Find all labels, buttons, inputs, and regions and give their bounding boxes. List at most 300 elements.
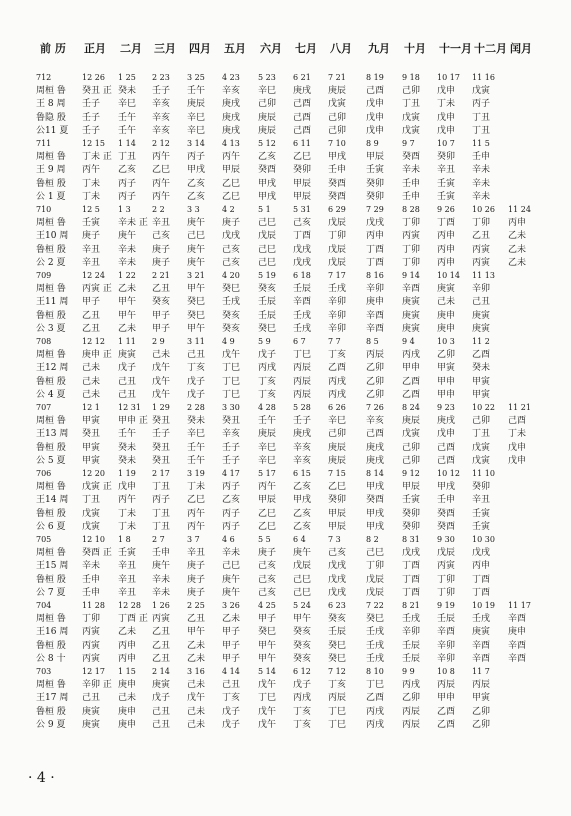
ganzhi-cell: 辛卯	[328, 297, 347, 308]
ganzhi-cell: 戊寅	[472, 442, 491, 453]
ganzhi-cell: 丙戌	[366, 706, 385, 717]
date-cell: 7 29	[366, 205, 384, 214]
ganzhi-cell: 丙寅	[152, 614, 171, 625]
ganzhi-cell: 丁丑	[472, 125, 491, 136]
ganzhi-cell: 丙辰	[402, 719, 421, 730]
ganzhi-cell: 甲寅	[82, 416, 101, 427]
ganzhi-cell: 戊寅	[82, 521, 101, 532]
ganzhi-cell: 甲申	[437, 376, 456, 387]
row-label: 公 6 夏	[36, 521, 66, 532]
ganzhi-cell: 乙卯	[366, 376, 385, 387]
ganzhi-cell: 甲辰	[293, 178, 312, 189]
ganzhi-cell: 己酉	[437, 455, 456, 466]
ganzhi-cell: 壬子	[82, 112, 101, 123]
ganzhi-cell: 丁未	[118, 521, 137, 532]
ganzhi-cell: 戊辰	[328, 257, 347, 268]
ganzhi-cell: 丙申	[118, 653, 137, 664]
ganzhi-cell: 庚申	[118, 706, 137, 717]
ganzhi-cell: 庚子	[152, 244, 171, 255]
ganzhi-cell: 甲寅	[472, 693, 491, 704]
ganzhi-cell: 丁卯	[437, 587, 456, 598]
header-calendar: 前 历	[40, 42, 66, 55]
row-label: 王17 周	[36, 693, 69, 704]
row-label: 周桓 鲁	[36, 152, 66, 163]
ganzhi-cell: 戊午	[258, 706, 277, 717]
ganzhi-cell: 丙寅	[82, 653, 101, 664]
ganzhi-cell: 癸未	[118, 86, 137, 97]
ganzhi-cell: 辛未	[402, 165, 421, 176]
row-label: 公 2 夏	[36, 257, 66, 268]
date-cell: 3 26	[222, 601, 240, 610]
ganzhi-cell: 辛酉	[508, 614, 527, 625]
ganzhi-cell: 壬子	[293, 416, 312, 427]
ganzhi-cell: 戊申	[366, 99, 385, 110]
date-cell: 9 4	[402, 337, 415, 346]
row-label: 公 5 夏	[36, 455, 66, 466]
ganzhi-cell: 壬子	[82, 99, 101, 110]
ganzhi-cell: 甲辰	[328, 521, 347, 532]
ganzhi-cell: 辛卯	[366, 284, 385, 295]
ganzhi-cell: 辛巳	[187, 112, 206, 123]
row-label: 周桓 鲁	[36, 482, 66, 493]
date-cell: 1 14	[118, 139, 136, 148]
ganzhi-cell: 丙申	[366, 231, 385, 242]
ganzhi-cell: 丁丑	[118, 152, 137, 163]
date-cell: 6 18	[293, 271, 311, 280]
ganzhi-cell: 丁巳	[222, 376, 241, 387]
ganzhi-cell: 乙丑	[187, 614, 206, 625]
ganzhi-cell: 乙丑	[152, 640, 171, 651]
ganzhi-cell: 己未	[187, 706, 206, 717]
ganzhi-cell: 壬申	[328, 165, 347, 176]
ganzhi-cell: 丁酉	[366, 244, 385, 255]
ganzhi-cell: 丁酉	[293, 231, 312, 242]
ganzhi-cell: 壬辰	[402, 653, 421, 664]
ganzhi-cell: 辛酉	[366, 310, 385, 321]
date-cell: 11 16	[472, 73, 495, 82]
ganzhi-cell: 戊午	[258, 719, 277, 730]
year-label: 704	[36, 601, 52, 610]
date-cell: 5 12	[258, 139, 276, 148]
date-cell: 12 5	[82, 205, 100, 214]
ganzhi-cell: 戊午	[222, 350, 241, 361]
ganzhi-cell: 甲午	[187, 323, 206, 334]
ganzhi-cell: 辛巳	[258, 442, 277, 453]
ganzhi-cell: 庚寅	[402, 323, 421, 334]
ganzhi-cell: 辛巳	[328, 416, 347, 427]
ganzhi-cell: 壬戌	[328, 284, 347, 295]
ganzhi-cell: 己未	[152, 350, 171, 361]
ganzhi-cell: 庚辰	[258, 429, 277, 440]
date-cell: 5 23	[258, 73, 276, 82]
ganzhi-cell: 乙酉	[472, 350, 491, 361]
ganzhi-cell: 丙辰	[293, 389, 312, 400]
ganzhi-cell: 丁巳	[366, 680, 385, 691]
ganzhi-cell: 丙寅	[472, 244, 491, 255]
date-cell: 1 22	[118, 271, 136, 280]
ganzhi-cell: 丁未	[508, 429, 527, 440]
date-cell: 12 28	[118, 601, 141, 610]
ganzhi-cell: 甲子	[258, 614, 277, 625]
ganzhi-cell: 戊申	[366, 112, 385, 123]
date-cell: 10 30	[472, 535, 495, 544]
ganzhi-cell: 壬午	[118, 125, 137, 136]
ganzhi-cell: 癸亥	[222, 323, 241, 334]
ganzhi-cell: 辛未	[472, 165, 491, 176]
ganzhi-cell: 甲寅	[472, 376, 491, 387]
year-label: 703	[36, 667, 52, 676]
ganzhi-cell: 甲寅	[472, 389, 491, 400]
row-label: 王15 周	[36, 561, 69, 572]
ganzhi-cell: 壬辰	[328, 627, 347, 638]
ganzhi-cell: 己丑	[187, 350, 206, 361]
ganzhi-cell: 庚辰	[402, 416, 421, 427]
ganzhi-cell: 癸卯	[472, 482, 491, 493]
ganzhi-cell: 己巳	[366, 548, 385, 559]
header-month: 四月	[189, 42, 211, 55]
ganzhi-cell: 壬申	[82, 587, 101, 598]
ganzhi-cell: 甲戌	[187, 165, 206, 176]
ganzhi-cell: 庚寅	[472, 323, 491, 334]
date-cell: 2 7	[152, 535, 165, 544]
ganzhi-cell: 己未	[187, 719, 206, 730]
ganzhi-cell: 庚辰	[258, 125, 277, 136]
ganzhi-cell: 丙寅	[82, 640, 101, 651]
ganzhi-cell: 辛未	[118, 257, 137, 268]
ganzhi-cell: 甲子	[82, 297, 101, 308]
ganzhi-cell: 癸酉	[437, 508, 456, 519]
ganzhi-cell: 丁酉	[366, 257, 385, 268]
ganzhi-cell: 戊子	[222, 706, 241, 717]
ganzhi-cell: 癸巳	[187, 310, 206, 321]
row-label: 公11 夏	[36, 125, 69, 136]
date-cell: 8 28	[402, 205, 420, 214]
ganzhi-cell: 丙午	[258, 482, 277, 493]
ganzhi-cell: 己亥	[258, 574, 277, 585]
ganzhi-cell: 丙子	[118, 178, 137, 189]
ganzhi-cell: 丙辰	[437, 680, 456, 691]
ganzhi-cell: 庚午	[187, 218, 206, 229]
ganzhi-cell: 丙寅	[437, 561, 456, 572]
row-label: 周桓 鲁	[36, 614, 66, 625]
ganzhi-cell: 甲辰	[293, 191, 312, 202]
ganzhi-cell: 戊午	[187, 693, 206, 704]
ganzhi-cell: 丁酉	[402, 574, 421, 585]
row-label: 公 8 十	[36, 653, 66, 664]
ganzhi-cell: 戊寅	[82, 508, 101, 519]
ganzhi-cell: 戊午	[152, 376, 171, 387]
ganzhi-cell: 辛丑	[82, 244, 101, 255]
date-cell: 8 31	[402, 535, 420, 544]
date-cell: 7 7	[328, 337, 341, 346]
ganzhi-cell: 壬申	[82, 574, 101, 585]
date-cell: 2 17	[152, 469, 170, 478]
ganzhi-cell: 癸巳	[258, 627, 277, 638]
ganzhi-cell: 甲戌	[258, 178, 277, 189]
ganzhi-cell: 甲子	[222, 653, 241, 664]
date-cell: 5 17	[258, 469, 276, 478]
ganzhi-cell: 庚子	[222, 218, 241, 229]
ganzhi-cell: 丁酉	[472, 574, 491, 585]
date-cell: 10 22	[472, 403, 495, 412]
date-cell: 4 13	[222, 139, 240, 148]
ganzhi-cell: 庚寅	[402, 310, 421, 321]
ganzhi-cell: 辛丑	[118, 561, 137, 572]
ganzhi-cell: 乙酉	[328, 363, 347, 374]
ganzhi-cell: 己卯	[328, 125, 347, 136]
date-cell: 4 20	[222, 271, 240, 280]
ganzhi-cell: 甲戌	[328, 152, 347, 163]
header-month: 三月	[154, 42, 176, 55]
ganzhi-cell: 甲子	[152, 310, 171, 321]
ganzhi-cell: 丙午	[187, 508, 206, 519]
ganzhi-cell: 乙未	[118, 284, 137, 295]
ganzhi-cell: 乙酉	[402, 389, 421, 400]
ganzhi-cell: 辛酉	[508, 653, 527, 664]
ganzhi-cell: 丙戌	[328, 376, 347, 387]
ganzhi-cell: 乙巳	[258, 521, 277, 532]
ganzhi-cell: 丙辰	[366, 350, 385, 361]
ganzhi-cell: 乙丑	[82, 323, 101, 334]
ganzhi-cell: 己巳	[258, 244, 277, 255]
date-cell: 10 19	[472, 601, 495, 610]
header-month: 闰月	[510, 42, 532, 55]
ganzhi-cell: 癸酉 正	[82, 548, 112, 559]
ganzhi-cell: 丙辰	[402, 706, 421, 717]
ganzhi-cell: 壬午	[187, 455, 206, 466]
ganzhi-cell: 乙巳	[187, 495, 206, 506]
ganzhi-cell: 辛酉	[293, 297, 312, 308]
date-cell: 3 14	[187, 139, 205, 148]
ganzhi-cell: 甲辰	[402, 482, 421, 493]
ganzhi-cell: 丙戌	[258, 363, 277, 374]
ganzhi-cell: 己丑	[152, 719, 171, 730]
ganzhi-cell: 辛未	[82, 561, 101, 572]
ganzhi-cell: 壬申	[152, 548, 171, 559]
ganzhi-cell: 丁亥	[328, 350, 347, 361]
date-cell: 5 9	[258, 337, 271, 346]
date-cell: 6 15	[293, 469, 311, 478]
ganzhi-cell: 丁丑	[152, 521, 171, 532]
ganzhi-cell: 乙卯	[437, 350, 456, 361]
date-cell: 12 15	[82, 139, 105, 148]
row-label: 王16 周	[36, 627, 69, 638]
row-label: 公 1 夏	[36, 191, 66, 202]
date-cell: 10 14	[437, 271, 460, 280]
ganzhi-cell: 癸酉	[402, 152, 421, 163]
date-cell: 8 19	[366, 73, 384, 82]
ganzhi-cell: 壬戌	[222, 297, 241, 308]
ganzhi-cell: 乙巳	[152, 165, 171, 176]
date-cell: 2 9	[152, 337, 165, 346]
ganzhi-cell: 庚戌	[293, 86, 312, 97]
ganzhi-cell: 丙辰	[293, 376, 312, 387]
ganzhi-cell: 庚戌	[222, 125, 241, 136]
date-cell: 1 15	[118, 667, 136, 676]
ganzhi-cell: 乙卯	[402, 693, 421, 704]
ganzhi-cell: 乙亥	[258, 152, 277, 163]
ganzhi-cell: 庚寅	[402, 297, 421, 308]
ganzhi-cell: 辛未	[152, 574, 171, 585]
ganzhi-cell: 己酉	[366, 86, 385, 97]
date-cell: 6 26	[328, 403, 346, 412]
ganzhi-cell: 丁未	[437, 99, 456, 110]
ganzhi-cell: 戊子	[152, 693, 171, 704]
date-cell: 6 4	[293, 535, 306, 544]
ganzhi-cell: 丙辰	[293, 363, 312, 374]
ganzhi-cell: 壬戌	[293, 323, 312, 334]
ganzhi-cell: 癸丑	[152, 455, 171, 466]
date-cell: 6 29	[328, 205, 346, 214]
ganzhi-cell: 戊申	[118, 482, 137, 493]
ganzhi-cell: 乙未	[508, 244, 527, 255]
ganzhi-cell: 乙丑	[472, 231, 491, 242]
ganzhi-cell: 庚子	[82, 231, 101, 242]
ganzhi-cell: 庚申	[118, 719, 137, 730]
ganzhi-cell: 庚寅	[82, 706, 101, 717]
ganzhi-cell: 辛未	[472, 191, 491, 202]
ganzhi-cell: 丙午	[187, 521, 206, 532]
date-cell: 9 26	[437, 205, 455, 214]
row-label: 公 9 夏	[36, 719, 66, 730]
ganzhi-cell: 甲申	[437, 693, 456, 704]
ganzhi-cell: 壬寅	[437, 191, 456, 202]
ganzhi-cell: 癸巳	[328, 640, 347, 651]
ganzhi-cell: 乙亥	[293, 482, 312, 493]
ganzhi-cell: 癸酉	[437, 521, 456, 532]
date-cell: 3 19	[187, 469, 205, 478]
ganzhi-cell: 戊戌	[293, 244, 312, 255]
date-cell: 6 21	[293, 73, 311, 82]
page-number: · 4 ·	[28, 770, 55, 786]
ganzhi-cell: 乙丑	[152, 284, 171, 295]
ganzhi-cell: 辛酉	[472, 653, 491, 664]
ganzhi-cell: 丙午	[118, 495, 137, 506]
header-month: 五月	[224, 42, 246, 55]
date-cell: 6 12	[293, 667, 311, 676]
ganzhi-cell: 戊申	[437, 86, 456, 97]
ganzhi-cell: 戊午	[152, 363, 171, 374]
ganzhi-cell: 己亥	[328, 548, 347, 559]
date-cell: 11 13	[472, 271, 495, 280]
ganzhi-cell: 丙午	[152, 191, 171, 202]
date-cell: 7 21	[328, 73, 346, 82]
ganzhi-cell: 庚子	[187, 574, 206, 585]
ganzhi-cell: 庚寅	[472, 310, 491, 321]
ganzhi-cell: 甲辰	[258, 495, 277, 506]
ganzhi-cell: 乙巳	[328, 482, 347, 493]
ganzhi-cell: 己丑	[118, 389, 137, 400]
ganzhi-cell: 辛未	[222, 548, 241, 559]
date-cell: 5 24	[293, 601, 311, 610]
ganzhi-cell: 丁卯	[402, 257, 421, 268]
ganzhi-cell: 戊子	[118, 363, 137, 374]
year-label: 709	[36, 271, 52, 280]
date-cell: 11 7	[472, 667, 490, 676]
date-cell: 12 24	[82, 271, 105, 280]
ganzhi-cell: 甲午	[187, 284, 206, 295]
ganzhi-cell: 壬午	[118, 429, 137, 440]
row-label: 王13 周	[36, 429, 69, 440]
ganzhi-cell: 癸亥	[328, 614, 347, 625]
ganzhi-cell: 癸未	[187, 416, 206, 427]
ganzhi-cell: 癸亥	[152, 297, 171, 308]
ganzhi-cell: 癸未	[118, 455, 137, 466]
ganzhi-cell: 壬辰	[402, 640, 421, 651]
header-month: 十一月	[439, 42, 472, 55]
date-cell: 1 19	[118, 469, 136, 478]
ganzhi-cell: 庚戌	[437, 416, 456, 427]
ganzhi-cell: 壬戌	[402, 614, 421, 625]
ganzhi-cell: 庚辰	[258, 112, 277, 123]
ganzhi-cell: 丁未	[118, 508, 137, 519]
ganzhi-cell: 庚辰	[328, 442, 347, 453]
ganzhi-cell: 辛卯	[328, 310, 347, 321]
ganzhi-cell: 甲戌	[366, 482, 385, 493]
ganzhi-cell: 壬辰	[258, 310, 277, 321]
ganzhi-cell: 癸酉	[366, 495, 385, 506]
row-label: 周桓 鲁	[36, 218, 66, 229]
row-label: 鲁桓 殷	[36, 508, 66, 519]
ganzhi-cell: 辛卯	[437, 653, 456, 664]
ganzhi-cell: 壬寅	[472, 521, 491, 532]
ganzhi-cell: 丙申	[437, 257, 456, 268]
date-cell: 11 5	[472, 139, 490, 148]
ganzhi-cell: 乙未	[118, 627, 137, 638]
date-cell: 5 31	[293, 205, 311, 214]
ganzhi-cell: 己巳	[258, 257, 277, 268]
date-cell: 6 7	[293, 337, 306, 346]
header-month: 二月	[120, 42, 142, 55]
ganzhi-cell: 丁卯	[472, 218, 491, 229]
ganzhi-cell: 庚子	[187, 561, 206, 572]
ganzhi-cell: 甲辰	[366, 152, 385, 163]
ganzhi-cell: 甲午	[187, 627, 206, 638]
ganzhi-cell: 丙申	[118, 640, 137, 651]
ganzhi-cell: 辛酉	[402, 284, 421, 295]
date-cell: 10 8	[437, 667, 455, 676]
ganzhi-cell: 辛酉	[366, 323, 385, 334]
ganzhi-cell: 乙未	[118, 323, 137, 334]
date-cell: 11 10	[472, 469, 495, 478]
ganzhi-cell: 庚午	[187, 257, 206, 268]
ganzhi-cell: 辛未	[118, 244, 137, 255]
ganzhi-cell: 辛亥	[152, 99, 171, 110]
ganzhi-cell: 癸巳	[258, 323, 277, 334]
year-label: 708	[36, 337, 52, 346]
ganzhi-cell: 戊申	[437, 429, 456, 440]
header-month: 八月	[330, 42, 352, 55]
ganzhi-cell: 壬子	[152, 429, 171, 440]
date-cell: 1 26	[152, 601, 170, 610]
ganzhi-cell: 己未	[187, 680, 206, 691]
ganzhi-cell: 乙未	[508, 257, 527, 268]
ganzhi-cell: 甲午	[118, 297, 137, 308]
date-cell: 8 16	[366, 271, 384, 280]
date-cell: 12 31	[118, 403, 141, 412]
ganzhi-cell: 丙子	[187, 152, 206, 163]
ganzhi-cell: 甲寅	[82, 442, 101, 453]
ganzhi-cell: 戊申	[508, 455, 527, 466]
date-cell: 7 3	[328, 535, 341, 544]
ganzhi-cell: 辛巳	[187, 125, 206, 136]
ganzhi-cell: 戊辰	[366, 574, 385, 585]
year-label: 711	[36, 139, 52, 148]
ganzhi-cell: 甲戌	[258, 191, 277, 202]
ganzhi-cell: 戊寅	[472, 455, 491, 466]
ganzhi-cell: 丙子	[152, 495, 171, 506]
date-cell: 5 14	[258, 667, 276, 676]
